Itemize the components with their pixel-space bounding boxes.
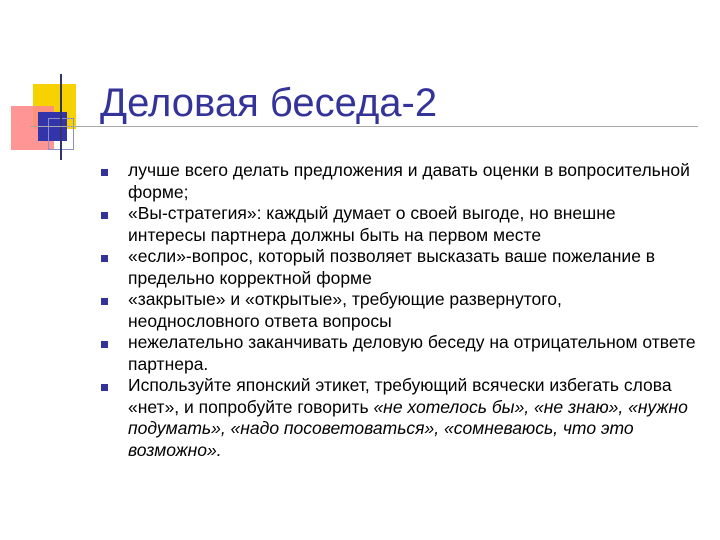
square-bullet-icon (101, 169, 108, 176)
square-bullet-icon (101, 212, 108, 219)
bullet-item (98, 332, 698, 375)
square-bullet-icon (101, 298, 108, 305)
vertical-line-decoration (60, 74, 62, 160)
square-bullet-icon (101, 384, 108, 391)
square-bullet-icon (101, 341, 108, 348)
bullet-item (98, 289, 698, 332)
bullet-item (98, 160, 698, 203)
bullet-item (98, 203, 698, 246)
title-divider-line (30, 126, 698, 127)
square-bullet-icon (101, 255, 108, 262)
bullet-text-plain: Используйте японский этикет, требующий всячески избегать слова «нет», и попробуйте говорить (128, 375, 672, 417)
slide-title: Деловая беседа-2 (100, 81, 438, 125)
bullet-item (98, 246, 698, 289)
bullet-text: «Вы-стратегия»: каждый думает о своей выгоде, но внешне интересы партнера должны быть на первом месте (128, 203, 616, 245)
bullet-text: нежелательно заканчивать деловую беседу на отрицательном ответе партнера. (128, 332, 696, 374)
bullet-text: лучше всего делать предложения и давать оценки в вопросительной форме; (128, 160, 690, 202)
bullet-list (98, 160, 698, 461)
bullet-text: «закрытые» и «открытые», требующие развернутого, неоднословного ответа вопросы (128, 289, 562, 331)
bullet-text-italic: «не хотелось бы», «не знаю», «нужно подумать», «надо посоветоваться», «сомневаюсь, что это возможно». (128, 396, 688, 460)
bullet-text: «если»-вопрос, который позволяет высказать ваше пожелание в предельно корректной форме (128, 246, 656, 288)
bullet-item (98, 375, 698, 461)
